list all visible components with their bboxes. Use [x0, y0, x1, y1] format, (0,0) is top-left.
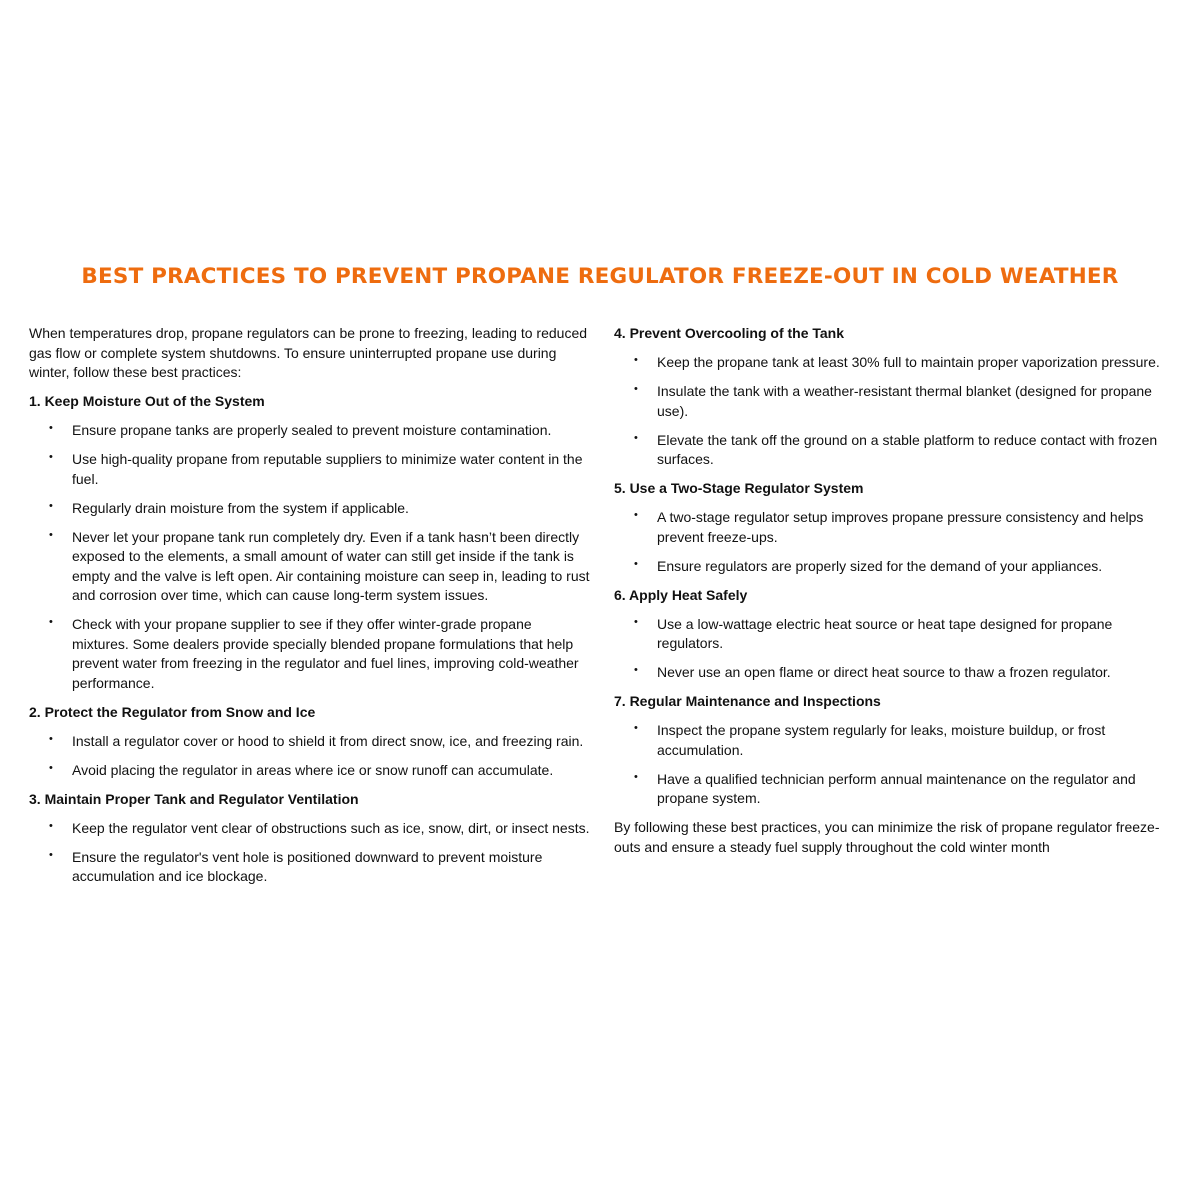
list-item	[29, 732, 591, 752]
list-item	[29, 848, 591, 887]
bullet-icon: •	[49, 732, 53, 745]
list-item	[614, 615, 1179, 654]
bullet-icon: •	[634, 722, 638, 734]
list-item	[614, 663, 1179, 683]
section-1	[29, 392, 591, 693]
list-item	[29, 761, 591, 781]
section-5	[614, 479, 1179, 576]
bullet-icon: •	[634, 383, 638, 395]
list-item-text: Keep the propane tank at least 30% full to maintain proper vaporization pressure.	[657, 354, 1160, 370]
list-item-text: Check with your propane supplier to see if they offer winter-grade propane mixtures. Some dealers provide specially blended propane formulations that help prevent water from freezing in the regulator and fuel lines, improving cold-weather performance.	[72, 616, 579, 691]
bullet-icon: •	[634, 770, 638, 783]
list-item-text: A two-stage regulator setup improves propane pressure consistency and helps prevent freeze-ups.	[657, 509, 1144, 545]
list-item	[614, 382, 1179, 421]
list-item-text: Elevate the tank off the ground on a stable platform to reduce contact with frozen surfaces.	[657, 431, 1158, 467]
bullet-list	[614, 508, 1179, 576]
bullet-icon: •	[49, 528, 53, 541]
list-item	[614, 353, 1179, 373]
list-item	[29, 819, 591, 839]
list-item	[29, 499, 591, 519]
list-item	[614, 557, 1179, 577]
bullet-icon: •	[634, 557, 638, 570]
bullet-icon: •	[49, 451, 53, 463]
section-heading: 7. Regular Maintenance and Inspections	[614, 693, 881, 709]
bullet-icon: •	[49, 848, 53, 861]
bullet-icon: •	[49, 761, 53, 774]
bullet-icon: •	[634, 509, 638, 521]
left-column	[29, 324, 591, 896]
bullet-icon: •	[49, 616, 53, 628]
list-item-text: Keep the regulator vent clear of obstructions such as ice, snow, dirt, or insect nests.	[72, 819, 590, 836]
list-item	[614, 508, 1179, 547]
list-item	[614, 431, 1179, 470]
list-item-text: Never use an open flame or direct heat source to thaw a frozen regulator.	[657, 664, 1111, 680]
list-item-text: Ensure propane tanks are properly sealed to prevent moisture contamination.	[72, 422, 552, 438]
section-7	[614, 692, 1179, 809]
section-heading: 1. Keep Moisture Out of the System	[29, 393, 265, 409]
bullet-list	[614, 353, 1179, 470]
bullet-list	[29, 421, 591, 693]
section-4	[614, 324, 1179, 470]
section-heading: 5. Use a Two-Stage Regulator System	[614, 480, 864, 496]
list-item	[614, 721, 1179, 760]
section-heading: 4. Prevent Overcooling of the Tank	[614, 325, 845, 341]
bullet-icon: •	[49, 422, 53, 434]
bullet-icon: •	[634, 664, 638, 676]
bullet-icon: •	[634, 615, 638, 628]
list-item	[29, 421, 591, 441]
list-item-text: Insulate the tank with a weather-resistant thermal blanket (designed for propane use).	[657, 383, 1152, 419]
section-2	[29, 703, 591, 781]
section-heading: 6. Apply Heat Safely	[614, 586, 748, 603]
list-item-text: Ensure regulators are properly sized for the demand of your appliances.	[657, 557, 1103, 574]
intro-paragraph: When temperatures drop, propane regulators can be prone to freezing, leading to reduced gas flow or complete system shutdowns. To ensure uninterrupted propane use during winter, follow these best practices:	[29, 325, 588, 380]
section-6	[614, 586, 1179, 683]
bullet-list	[29, 819, 591, 887]
bullet-icon: •	[634, 354, 638, 366]
page-title: BEST PRACTICES TO PREVENT PROPANE REGULATOR FREEZE-OUT IN COLD WEATHER	[81, 264, 1119, 289]
list-item-text: Inspect the propane system regularly for leaks, moisture buildup, or frost accumulation.	[657, 722, 1106, 758]
bullet-list	[614, 721, 1179, 809]
list-item	[29, 450, 591, 489]
list-item-text: Regularly drain moisture from the system if applicable.	[72, 499, 409, 516]
list-item-text: Ensure the regulator's vent hole is positioned downward to prevent moisture accumulation and ice blockage.	[72, 848, 543, 884]
conclusion-paragraph: By following these best practices, you can minimize the risk of propane regulator freeze-outs and ensure a steady fuel supply throughout the cold winter month	[614, 819, 1160, 855]
bullet-icon: •	[49, 499, 53, 512]
list-item-text: Have a qualified technician perform annual maintenance on the regulator and propane system.	[657, 770, 1136, 806]
right-column	[614, 324, 1179, 867]
list-item-text: Avoid placing the regulator in areas where ice or snow runoff can accumulate.	[72, 761, 554, 778]
section-3	[29, 790, 591, 887]
bullet-icon: •	[634, 431, 638, 444]
section-heading: 2. Protect the Regulator from Snow and Ice	[29, 703, 316, 720]
bullet-icon: •	[49, 819, 53, 832]
bullet-list	[29, 732, 591, 781]
list-item	[29, 528, 591, 606]
list-item-text: Install a regulator cover or hood to shield it from direct snow, ice, and freezing rain.	[72, 732, 584, 749]
list-item	[29, 615, 591, 693]
bullet-list	[614, 615, 1179, 683]
list-item	[614, 770, 1179, 809]
list-item-text: Never let your propane tank run completely dry. Even if a tank hasn’t been directly exposed to the elements, a small amount of water can still get inside if the tank is empty and the valve is left open. Air containing moisture can seep in, leading to rust and corrosion over time, which can cause long-term system issues.	[72, 528, 590, 603]
list-item-text: Use a low-wattage electric heat source or heat tape designed for propane regulators.	[657, 615, 1113, 651]
list-item-text: Use high-quality propane from reputable suppliers to minimize water content in the fuel.	[72, 451, 583, 487]
section-heading: 3. Maintain Proper Tank and Regulator Ventilation	[29, 790, 359, 807]
